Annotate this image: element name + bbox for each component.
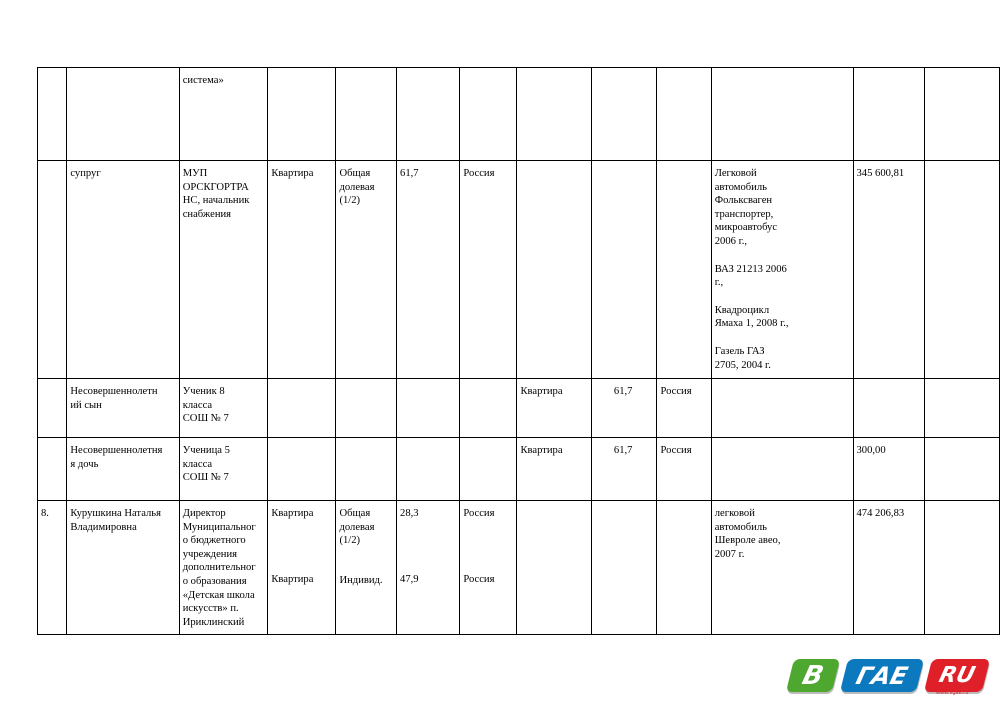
cell-used-area: 61,7 [592,438,657,501]
cell-used-property-type: Квартира [517,379,592,438]
logo-part-ru: RU [924,659,990,692]
declaration-table [37,67,1000,635]
logo-part-gae: ГАЕ [840,659,924,692]
cell-area: 61,7 [397,161,460,379]
cell-income: 300,00 [853,438,924,501]
table-row [38,68,1000,161]
logo-part-v: В [786,659,840,692]
cell-income: 345 600,81 [853,161,924,379]
cell-country: Россия [460,161,517,379]
cell-used-country: Россия [657,379,711,438]
cell-area: 28,3 47,9 [397,501,460,635]
cell-property-type: Квартира [268,161,336,379]
cell-name: Несовершеннолетня я дочь [67,438,179,501]
cell-name: супруг [67,161,179,379]
cell-used-country: Россия [657,438,711,501]
cell-position: Директор Муниципальног о бюджетного учреждения дополнительног о образования «Детская школа искусств» п. Ириклинский [179,501,268,635]
cell-name: Курушкина Наталья Владимировна [67,501,179,635]
cell-ownership-type: Общая долевая (1/2) [336,161,397,379]
cell-name: Несовершеннолетн ий сын [67,379,179,438]
cell-ownership-type: Общая долевая (1/2) Индивид. [336,501,397,635]
site-logo [780,657,990,697]
cell-position: МУП ОРСКГОРТРА НС, начальник снабжения [179,161,268,379]
cell-number [38,68,67,161]
cell-used-property-type: Квартира [517,438,592,501]
cell-vehicles: легковой автомобиль Шевроле авео, 2007 г. [711,501,853,635]
table-row [38,438,1000,501]
table-row [38,161,1000,379]
cell-position: Ученица 5 класса СОШ № 7 [179,438,268,501]
cell-number: 8. [38,501,67,635]
cell-vehicles: Легковой автомобиль Фольксваген транспортер, микроавтобус 2006 г., ВАЗ 21213 2006 г., Квадроцикл Ямаха 1, 2008 г., Газель ГАЗ 2705, 2004 г. [711,161,853,379]
cell-income: 474 206,83 [853,501,924,635]
cell-property-type: Квартира Квартира [268,501,336,635]
cell-used-area: 61,7 [592,379,657,438]
logo-url: www.vgae.ru [936,690,969,696]
cell-name [67,68,179,161]
cell-position: система» [179,68,268,161]
cell-position: Ученик 8 класса СОШ № 7 [179,379,268,438]
cell-country: Россия Россия [460,501,517,635]
table-row [38,379,1000,438]
table-row [38,501,1000,635]
